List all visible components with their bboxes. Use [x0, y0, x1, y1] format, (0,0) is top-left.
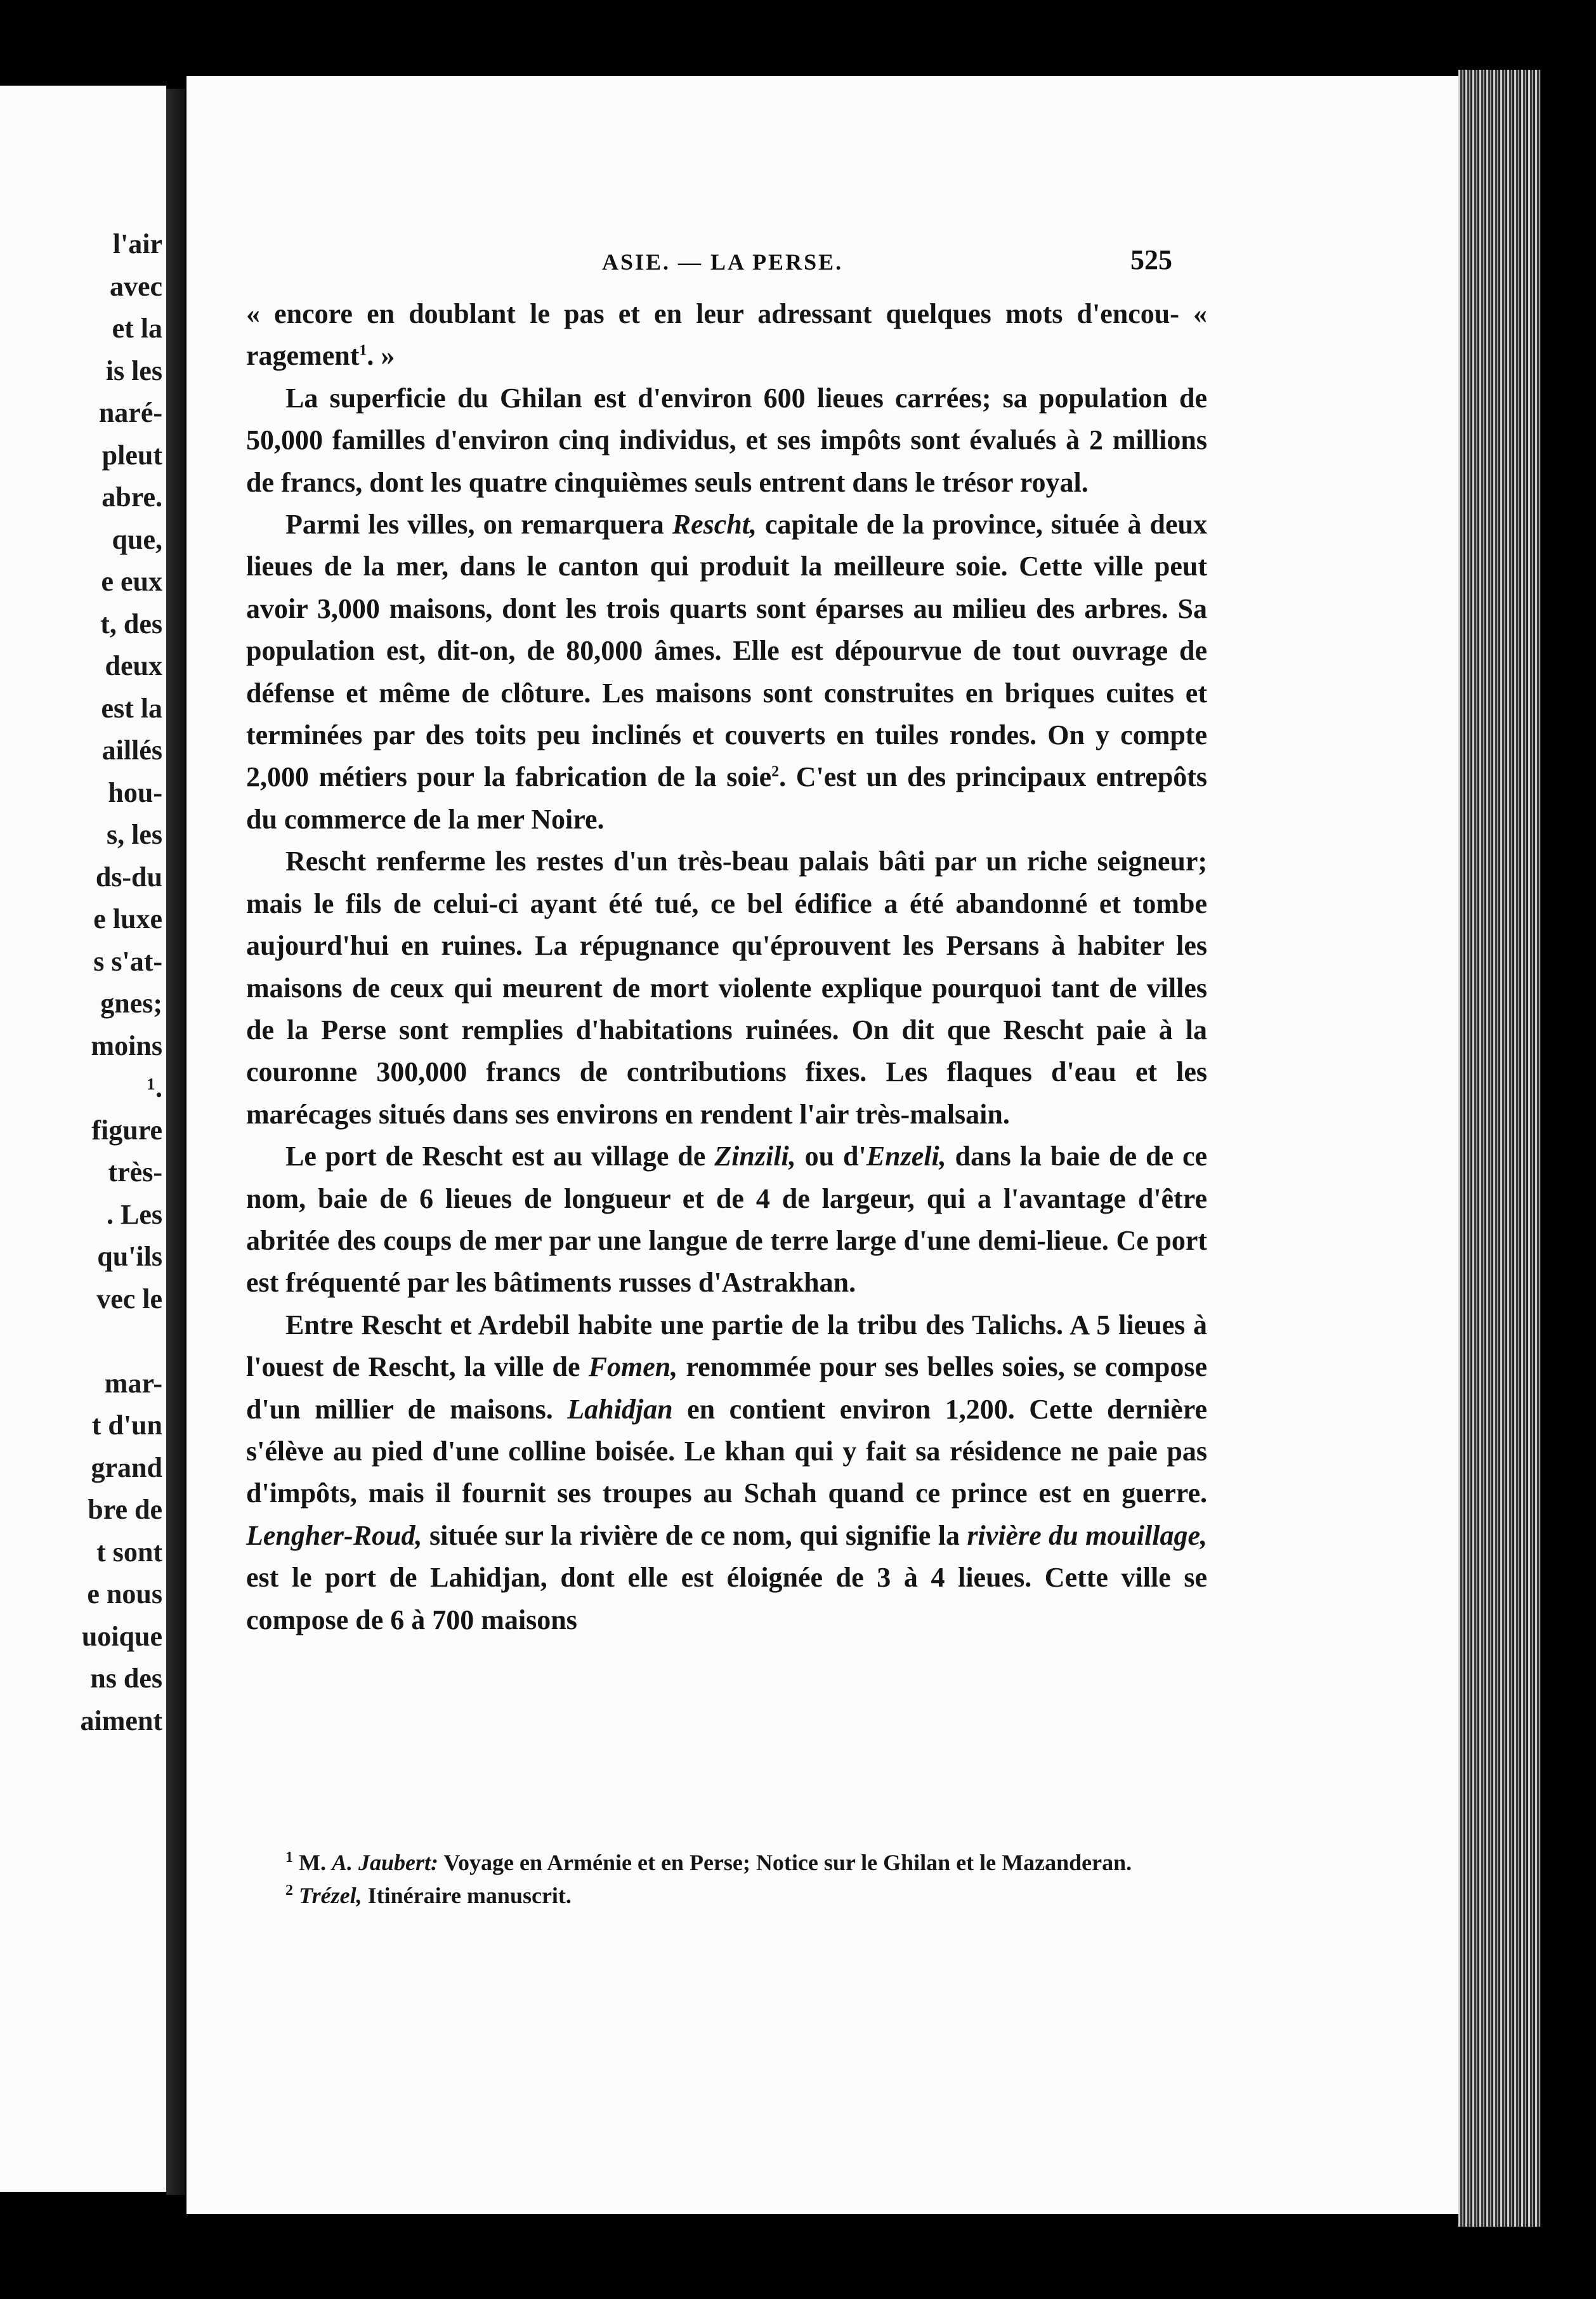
left-page-line: abre. — [101, 481, 162, 513]
paragraph-2: La superficie du Ghilan est d'environ 600 lieues carrées; sa population de 50,000 familles d'environ cinq individus, et ses impôts sont évalués à 2 millions de francs, dont les quatre cinquièmes seuls entrent dans le trésor royal. — [246, 382, 1207, 498]
body-text — [246, 293, 1207, 1641]
left-page-line: ds-du — [95, 861, 162, 893]
footnotes — [246, 1846, 1207, 1912]
left-page-line: t, des — [100, 608, 162, 639]
paragraph-3: Parmi les villes, on remarquera Rescht, capitale de la province, située à deux lieues de la mer, dans le canton qui produit la meilleure soie. Cette ville peut avoir 3,000 maisons, dont les trois quarts sont éparses au milieu des arbres. Sa population est, dit-on, de 80,000 âmes. Elle est dépourvue de tout ouvrage de défense et même de clôture. Les maisons sont construites en briques cuites et terminées par des toits peu inclinés et couverts en tuiles rondes. On y compte 2,000 métiers pour la fabrication de la soie$^2$. C'est un des principaux entrepôts du commerce de la mer Noire. — [246, 509, 1207, 835]
left-page-line: et la — [112, 313, 162, 344]
page-header — [186, 244, 1458, 287]
left-page-line: très- — [108, 1156, 162, 1188]
left-page-line: naré- — [98, 397, 162, 428]
left-page-line: figure — [91, 1114, 162, 1146]
left-page-line: s s'at- — [93, 945, 162, 977]
left-page-line: gnes; — [100, 988, 162, 1019]
left-page-line: uoique — [81, 1620, 162, 1652]
paragraph-6: Entre Rescht et Ardebil habite une partie de la tribu des Talichs. A 5 lieues à l'ouest de Rescht, la ville de Fomen, renommée pour ses belles soies, se compose d'un millier de maisons. Lahidjan en contient environ 1,200. Cette dernière s'élève au pied d'une colline boisée. Le khan qui y fait sa résidence ne paie pas d'impôts, mais il fournit ses troupes au Schah quand ce prince est en guerre. Lengher-Roud, située sur la rivière de ce nom, qui signifie la rivière du mouillage, est le port de Lahidjan, dont elle est éloignée de 3 à 4 lieues. Cette ville se compose de 6 à 700 maisons — [246, 1309, 1208, 1635]
left-page-line: t sont — [96, 1536, 162, 1568]
left-page-line: qu'ils — [97, 1241, 162, 1272]
left-page-line: deux — [105, 650, 162, 681]
left-page-line: aiment — [80, 1705, 162, 1736]
left-page-line: moins — [91, 1030, 162, 1061]
left-page-line: t d'un — [91, 1410, 162, 1441]
page-number: 525 — [1130, 244, 1172, 275]
footnote-1: $^1$ M. A. Jaubert: Voyage en Arménie et en Perse; Notice sur le Ghilan et le Mazanderan. — [285, 1849, 1132, 1875]
left-page-line: hou- — [108, 776, 162, 808]
paragraph-1: « encore en doublant le pas et en leur adressant quelques mots d'encou- « ragement$^1$. » — [246, 298, 1207, 372]
book-gutter — [166, 89, 185, 2195]
page-edges — [1458, 70, 1541, 2227]
running-head: ASIE. — LA PERSE. — [602, 249, 844, 275]
left-page-line: mar- — [104, 1367, 162, 1399]
left-page-line: grand — [91, 1451, 162, 1483]
left-page-line: que, — [112, 523, 162, 555]
footnote-2: $^2$ Trézel, Itinéraire manuscrit. — [285, 1882, 572, 1908]
left-page-line: pleut — [101, 439, 162, 471]
left-page-line: bre de — [88, 1494, 162, 1525]
left-page-line: l'air — [112, 228, 162, 259]
left-page-line: s, les — [107, 819, 162, 850]
left-page-line: e nous — [87, 1578, 162, 1609]
left-page-line: est la — [101, 692, 162, 724]
left-page-line: . Les — [107, 1198, 162, 1230]
left-page-line: vec le — [96, 1283, 162, 1314]
paragraph-5: Le port de Rescht est au village de Zinzili, ou d'Enzeli, dans la baie de de ce nom, baie de 6 lieues de longueur et de 4 de largeur, qui a l'avantage d'être abritée des coups de mer par une langue de terre large d'une demi-lieue. Ce port est fréquenté par les bâtiments russes d'Astrakhan. — [246, 1141, 1208, 1299]
left-page-line: is les — [105, 355, 162, 386]
left-page-line: e eux — [101, 566, 162, 597]
paragraph-4: Rescht renferme les restes d'un très-beau palais bâti par un riche seigneur; mais le fils de celui-ci ayant été tué, ce bel édifice a été abandonné et tombe aujourd'hui en ruines. La répugnance qu'éprouvent les Persans à habiter les maisons de ceux qui meurent de mort violente explique pourquoi tant de villes de la Perse sont remplies d'habitations ruinées. On dit que Rescht paie à la couronne 300,000 francs de contributions fixes. Les flaques d'eau et les marécages situés dans ses environs en rendent l'air très-malsain. — [246, 846, 1207, 1130]
left-page-line: e luxe — [93, 903, 162, 934]
left-page-line: avec — [109, 270, 162, 302]
left-page-fragment — [0, 86, 166, 2192]
book-page — [186, 76, 1458, 2214]
left-page-line: ns des — [90, 1663, 162, 1694]
left-page-line: ¹. — [147, 1072, 162, 1103]
left-page-line: aillés — [101, 735, 162, 766]
